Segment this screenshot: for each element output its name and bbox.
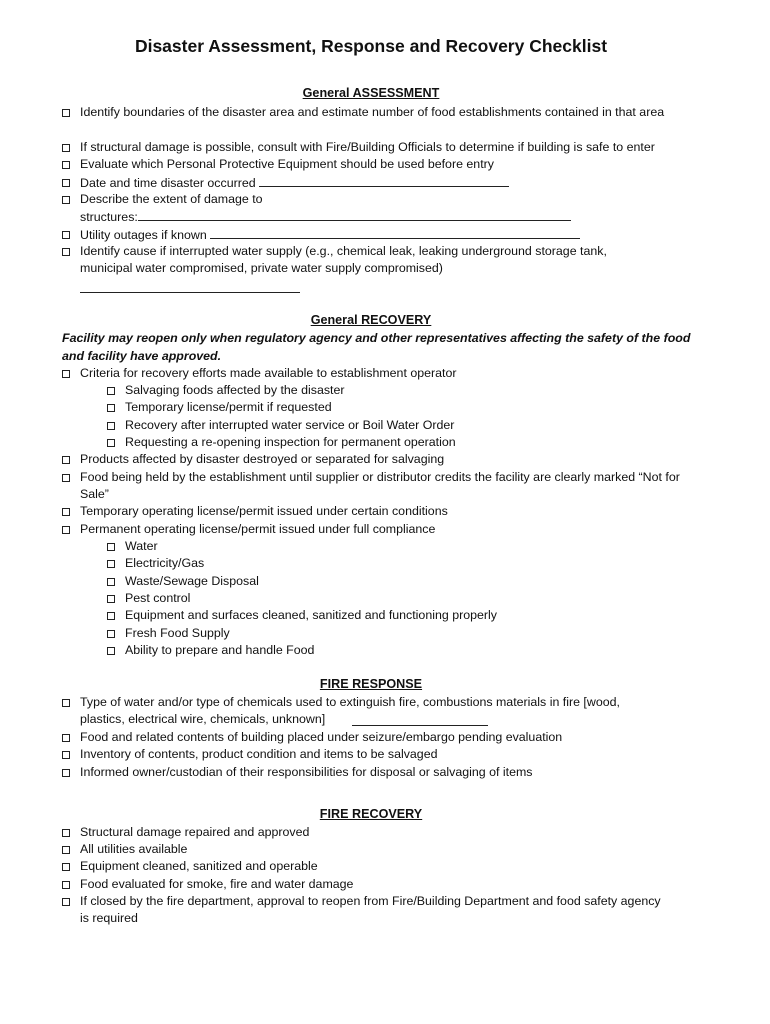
item-text: Utility outages if known: [80, 228, 207, 242]
item-text: Pest control: [125, 591, 191, 605]
checkbox[interactable]: [62, 751, 70, 759]
checkbox[interactable]: [62, 370, 70, 378]
item-text: Informed owner/custodian of their responsibilities for disposal or salvaging of items: [80, 765, 533, 779]
section-heading-assessment: General ASSESSMENT: [302, 86, 440, 100]
date-time-blank[interactable]: [259, 174, 509, 187]
recovery-note: Facility may reopen only when regulatory agency and other representatives affecting the safety of the food and facility have approved.: [62, 331, 691, 363]
item-text: Food being held by the establishment until supplier or distributor credits the facility are clearly marked “Not for Sale”: [80, 470, 680, 502]
checkbox[interactable]: [107, 439, 115, 447]
checkbox[interactable]: [107, 560, 115, 568]
item-text-wrapper: [80, 226, 752, 244]
checkbox[interactable]: [62, 144, 70, 152]
item-text: Requesting a re-opening inspection for permanent operation: [125, 435, 456, 449]
item-text: Evaluate which Personal Protective Equipment should be used before entry: [80, 157, 494, 171]
item-text: Type of water and/or type of chemicals used to extinguish fire, combustions materials in fire [wood, plastics, electrical wire, chemicals, unknown]: [80, 695, 620, 727]
damage-structures-blank[interactable]: [138, 208, 571, 221]
item-text-wrapper: [80, 174, 752, 192]
item-text: Fresh Food Supply: [125, 626, 230, 640]
item-text: Salvaging foods affected by the disaster: [125, 383, 345, 397]
item-text: Structural damage repaired and approved: [80, 825, 310, 839]
checkbox[interactable]: [107, 612, 115, 620]
checkbox[interactable]: [62, 109, 70, 117]
item-text: Products affected by disaster destroyed or separated for salvaging: [80, 452, 445, 466]
item-text: Equipment cleaned, sanitized and operable: [80, 859, 318, 873]
checkbox[interactable]: [107, 578, 115, 586]
section-heading-fire-response: FIRE RESPONSE: [319, 677, 423, 691]
checkbox[interactable]: [107, 543, 115, 551]
item-text: Permanent operating license/permit issued under full compliance: [80, 522, 436, 536]
checkbox[interactable]: [62, 508, 70, 516]
checkbox[interactable]: [62, 474, 70, 482]
checkbox[interactable]: [62, 881, 70, 889]
checkbox[interactable]: [62, 898, 70, 906]
checkbox[interactable]: [62, 231, 70, 239]
checkbox[interactable]: [62, 863, 70, 871]
checkbox[interactable]: [107, 647, 115, 655]
checkbox[interactable]: [62, 526, 70, 534]
item-text: Identify boundaries of the disaster area and estimate number of food establishments contained in that area: [80, 105, 665, 119]
item-text-wrapper: [80, 208, 752, 226]
checkbox[interactable]: [62, 248, 70, 256]
checkbox[interactable]: [62, 196, 70, 204]
checkbox[interactable]: [62, 161, 70, 169]
item-text: Equipment and surfaces cleaned, sanitized and functioning properly: [125, 608, 497, 622]
item-text: Food evaluated for smoke, fire and water damage: [80, 877, 354, 891]
item-text: Criteria for recovery efforts made available to establishment operator: [80, 366, 457, 380]
item-text: Waste/Sewage Disposal: [125, 574, 259, 588]
item-text: Ability to prepare and handle Food: [125, 643, 315, 657]
water-supply-cause-blank[interactable]: [80, 292, 300, 293]
checkbox[interactable]: [62, 734, 70, 742]
checkbox[interactable]: [107, 422, 115, 430]
checkbox[interactable]: [107, 630, 115, 638]
item-text: Identify cause if interrupted water supply (e.g., chemical leak, leaking underground storage tank, municipal water compromised, private water supply compromised): [80, 244, 607, 276]
page-title: Disaster Assessment, Response and Recovery Checklist: [134, 36, 608, 56]
item-text: Recovery after interrupted water service or Boil Water Order: [125, 418, 455, 432]
checkbox[interactable]: [62, 846, 70, 854]
checkbox[interactable]: [107, 387, 115, 395]
item-text: If closed by the fire department, approval to reopen from Fire/Building Department and food safety agency is required: [80, 894, 661, 926]
item-text: Electricity/Gas: [125, 556, 205, 570]
checkbox[interactable]: [62, 456, 70, 464]
item-text: If structural damage is possible, consult with Fire/Building Officials to determine if building is safe to enter: [80, 140, 655, 154]
checkbox[interactable]: [62, 179, 70, 187]
checkbox[interactable]: [62, 769, 70, 777]
section-heading-recovery: General RECOVERY: [310, 313, 432, 327]
item-text: Food and related contents of building placed under seizure/embargo pending evaluation: [80, 730, 563, 744]
item-text: Water: [125, 539, 158, 553]
fire-materials-blank[interactable]: [352, 725, 488, 726]
item-text: structures:: [80, 210, 138, 224]
checkbox[interactable]: [107, 595, 115, 603]
item-text: All utilities available: [80, 842, 188, 856]
item-text: Inventory of contents, product condition and items to be salvaged: [80, 747, 438, 761]
item-text: Describe the extent of damage to: [80, 192, 263, 206]
checkbox[interactable]: [62, 699, 70, 707]
item-text: Temporary operating license/permit issued under certain conditions: [80, 504, 448, 518]
utility-outages-blank[interactable]: [210, 226, 580, 239]
item-text: Date and time disaster occurred: [80, 176, 256, 190]
item-text: Temporary license/permit if requested: [125, 400, 332, 414]
checkbox[interactable]: [62, 829, 70, 837]
checkbox[interactable]: [107, 404, 115, 412]
section-heading-fire-recovery: FIRE RECOVERY: [319, 807, 423, 821]
